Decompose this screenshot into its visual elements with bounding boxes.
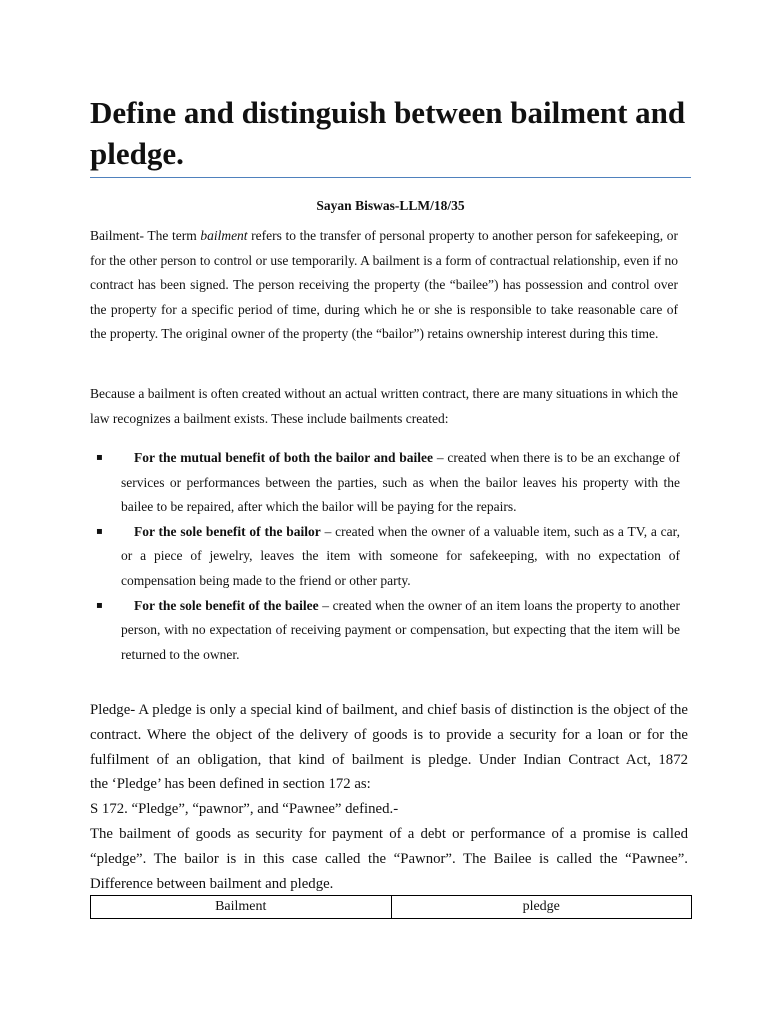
list-item: [90, 520, 680, 594]
table-header-pledge: pledge: [391, 896, 692, 919]
bullet-icon: ▪: [96, 525, 103, 537]
bailment-definition-text: refers to the transfer of personal property to another person for safekeeping, or for the other person to control or use temporarily. A bailment is a form of contractual relationship, even if no contract has been signed. The person receiving the property (the “bailee”) has possession and control over the property for a specific period of time, during which he or she is responsible to take reasonable care of the property. The original owner of the property (the “bailor”) retains ownership interest during this time.: [90, 228, 678, 342]
bailment-definition-paragraph: [90, 224, 678, 347]
document-title: Define and distinguish between bailment and pledge.: [90, 95, 686, 171]
list-item-text: – created when the owner of an item loans the property to another person, with no expectation of receiving payment or compensation, but expecting that the item will be returned to the owner.: [121, 597, 681, 662]
list-item: [90, 446, 680, 520]
pledge-section: [90, 698, 688, 896]
bailment-types-list: [90, 446, 680, 667]
bullet-icon: ▪: [96, 599, 103, 611]
list-item-heading: For the sole benefit of the bailor: [134, 523, 321, 539]
difference-table: [90, 895, 692, 919]
table-header-bailment: Bailment: [91, 896, 392, 919]
bailment-term: bailment: [200, 228, 248, 243]
list-item-heading: For the sole benefit of the bailee: [134, 597, 319, 613]
list-item-text: – created when there is to be an exchange of services or performances between the parties, such as when the bailor leaves his property with the bailee to be repaired, after which the bailor will be paying for the repairs.: [121, 450, 680, 515]
bullet-icon: ▪: [96, 452, 103, 463]
pledge-definition-end: the ‘Pledge’ has been defined in section 172 as:: [90, 776, 371, 793]
title-underline: [90, 177, 691, 178]
list-item-text: – created when the owner of a valuable item, such as a TV, a car, or a piece of jewelry, leaves the item with someone for safekeeping, with no expectation of compensation being made to the friend or other party.: [121, 523, 680, 588]
section-172-heading: S 172. “Pledge”, “pawnor”, and “Pawnee” defined.-: [90, 801, 399, 818]
bailment-definition-lead: Bailment- The term: [90, 228, 201, 243]
section-172-text: The bailment of goods as security for payment of a debt or performance of a promise is called “pledge”. The bailor is in this case called the “Pawnor”. The Bailee is called the “Pawnee”.: [90, 825, 688, 867]
bailment-types-intro: Because a bailment is often created without an actual written contract, there are many situations in which the law recognizes a bailment exists. These include bailments created:: [90, 386, 678, 426]
author-line: Sayan Biswas-LLM/18/35: [316, 198, 465, 213]
list-item-heading: For the mutual benefit of both the bailor and bailee: [134, 450, 434, 465]
table-header-row: [91, 896, 692, 919]
pledge-definition: Pledge- A pledge is only a special kind of bailment, and chief basis of distinction is the object of the contract. Where the object of the delivery of goods is to provide a security for a loan or for the fulfilment of an obligation, that kind of bailment is pledge. Under Indian Contract Act, 1872: [90, 702, 688, 768]
list-item: [90, 594, 680, 668]
difference-heading: Difference between bailment and pledge.: [90, 875, 334, 892]
